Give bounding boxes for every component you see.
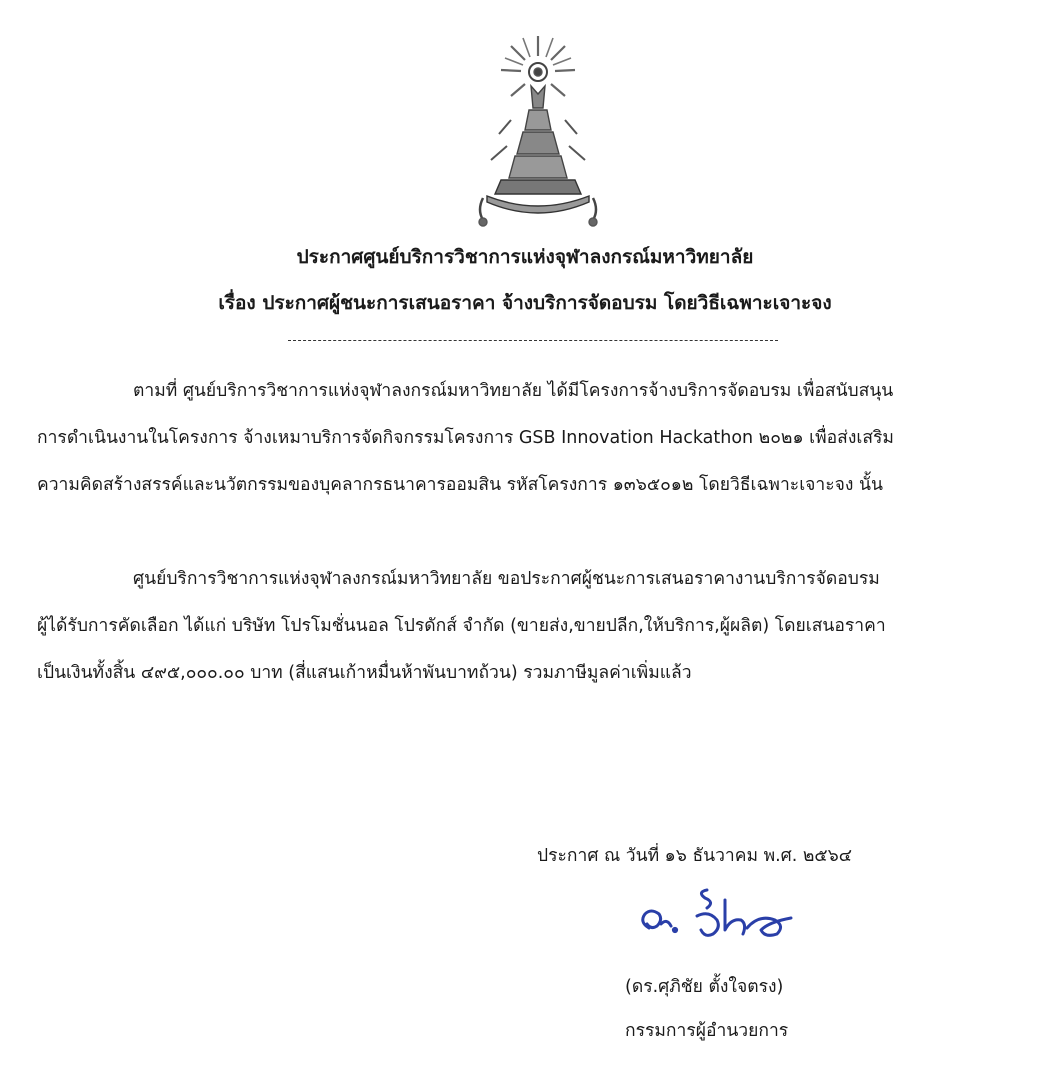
divider-line <box>288 340 778 341</box>
paragraph-line: ศูนย์บริการวิชาการแห่งจุฬาลงกรณ์มหาวิทยาลัย ขอประกาศผู้ชนะการเสนอราคางานบริการจัดอบรม <box>133 569 880 589</box>
university-emblem-icon <box>471 30 605 228</box>
paragraph-line: ความคิดสร้างสรรค์และนวัตกรรมของบุคลากรธนาคารออมสิน รหัสโครงการ ๑๓๖๕๐๑๒ โดยวิธีเฉพาะเจาะจง นั้น <box>37 475 883 495</box>
signer-position: กรรมการผู้อำนวยการ <box>625 1021 789 1041</box>
paragraph-line: เป็นเงินทั้งสิ้น ๔๙๕,๐๐๐.๐๐ บาท (สี่แสนเก้าหมื่นห้าพันบาทถ้วน) รวมภาษีมูลค่าเพิ่มแล้ว <box>37 663 692 683</box>
paragraph-line: การดำเนินงานในโครงการ จ้างเหมาบริการจัดกิจกรรมโครงการ GSB Innovation Hackathon ๒๐๒๑ เพื่อส่งเสริม <box>37 428 894 448</box>
announcement-subject: เรื่อง ประกาศผู้ชนะการเสนอราคา จ้างบริการจัดอบรม โดยวิธีเฉพาะเจาะจง <box>218 292 832 314</box>
paragraph-line: ผู้ได้รับการคัดเลือก ได้แก่ บริษัท โปรโมชั่นนอล โปรดักส์ จำกัด (ขายส่ง,ขายปลีก,ให้บริการ,ผู้ผลิต) โดยเสนอราคา <box>37 616 886 636</box>
handwritten-signature <box>635 880 835 950</box>
paragraph-line: ตามที่ ศูนย์บริการวิชาการแห่งจุฬาลงกรณ์มหาวิทยาลัย ได้มีโครงการจ้างบริการจัดอบรม เพื่อสนับสนุน <box>133 381 894 401</box>
announcement-title: ประกาศศูนย์บริการวิชาการแห่งจุฬาลงกรณ์มหาวิทยาลัย <box>296 246 754 268</box>
signer-name: (ดร.ศุภิชัย ตั้งใจตรง) <box>625 977 784 997</box>
announcement-date: ประกาศ ณ วันที่ ๑๖ ธันวาคม พ.ศ. ๒๕๖๔ <box>537 846 853 866</box>
